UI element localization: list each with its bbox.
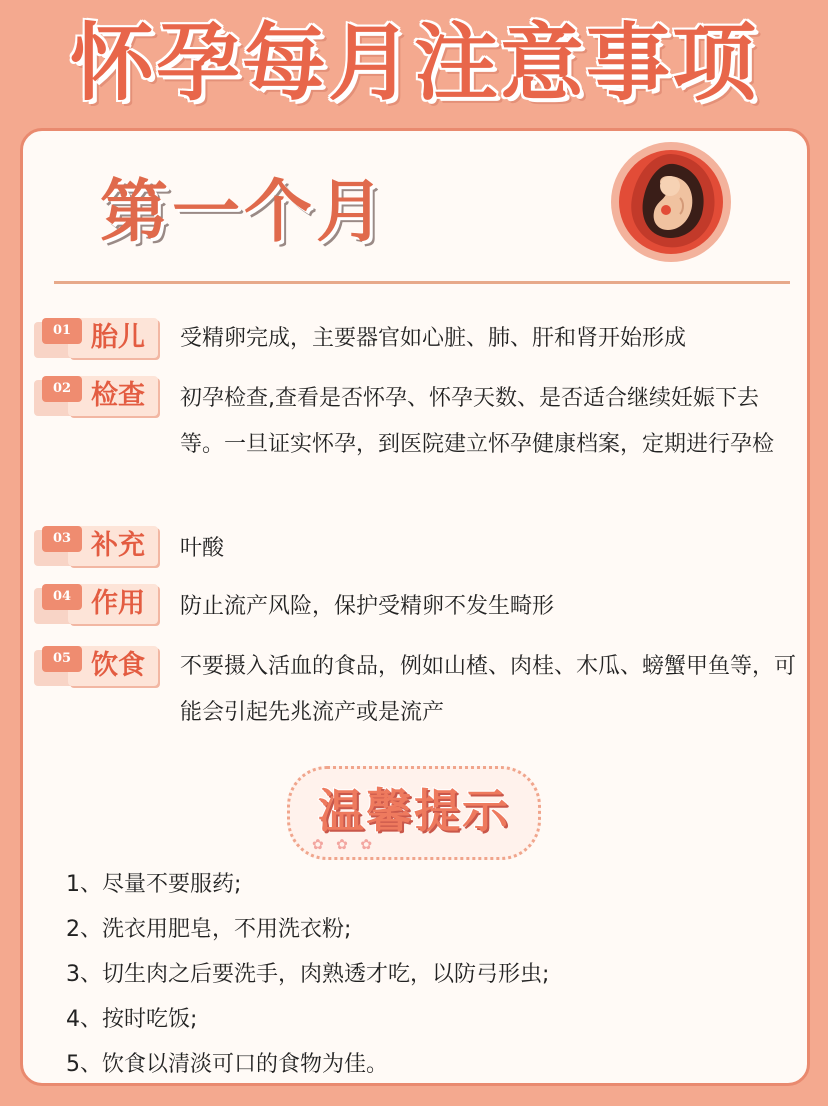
item-number: 02	[42, 376, 82, 402]
item-tag	[34, 584, 160, 628]
tip-item: 4、按时吃饭;	[66, 1007, 198, 1032]
item-number: 04	[42, 584, 82, 610]
tips-list	[66, 862, 786, 1087]
tip-item: 5、饮食以清淡可口的食物为佳。	[66, 1052, 388, 1077]
item-tag	[34, 526, 160, 570]
item-number: 05	[42, 646, 82, 672]
tips-title: 温馨提示	[318, 784, 510, 838]
item-label: 胎儿	[91, 322, 145, 353]
item-tag	[34, 376, 160, 420]
tip-item: 3、切生肉之后要洗手，肉熟透才吃，以防弓形虫;	[66, 962, 550, 987]
item-text: 叶酸	[180, 536, 225, 561]
item-tag	[34, 646, 160, 690]
item-number: 01	[42, 318, 82, 344]
section-divider	[54, 281, 790, 284]
tip-item: 1、尽量不要服药;	[66, 872, 242, 897]
item-text: 初孕检查,查看是否怀孕、怀孕天数、是否适合继续妊娠下去等。一旦证实怀孕，到医院建立怀孕健康档案，定期进行孕检	[180, 386, 775, 457]
flower-icon: ✿ ✿ ✿	[312, 837, 377, 853]
item-label: 检查	[91, 380, 145, 411]
embryo-icon	[610, 140, 732, 264]
page-title: 怀孕每月注意事项	[69, 14, 758, 112]
item-text: 防止流产风险，保护受精卵不发生畸形	[180, 594, 555, 619]
item-text: 不要摄入活血的食品，例如山楂、肉桂、木瓜、螃蟹甲鱼等，可能会引起先兆流产或是流产	[180, 654, 797, 725]
item-number: 03	[42, 526, 82, 552]
item-tag	[34, 318, 160, 362]
item-label: 饮食	[91, 650, 145, 681]
tip-item: 2、洗衣用肥皂，不用洗衣粉;	[66, 917, 352, 942]
item-label: 作用	[91, 588, 145, 619]
tips-badge	[287, 766, 541, 860]
item-text: 受精卵完成，主要器官如心脏、肺、肝和肾开始形成	[180, 326, 687, 351]
item-label: 补充	[91, 530, 145, 561]
month-title: 第一个月	[100, 173, 389, 252]
